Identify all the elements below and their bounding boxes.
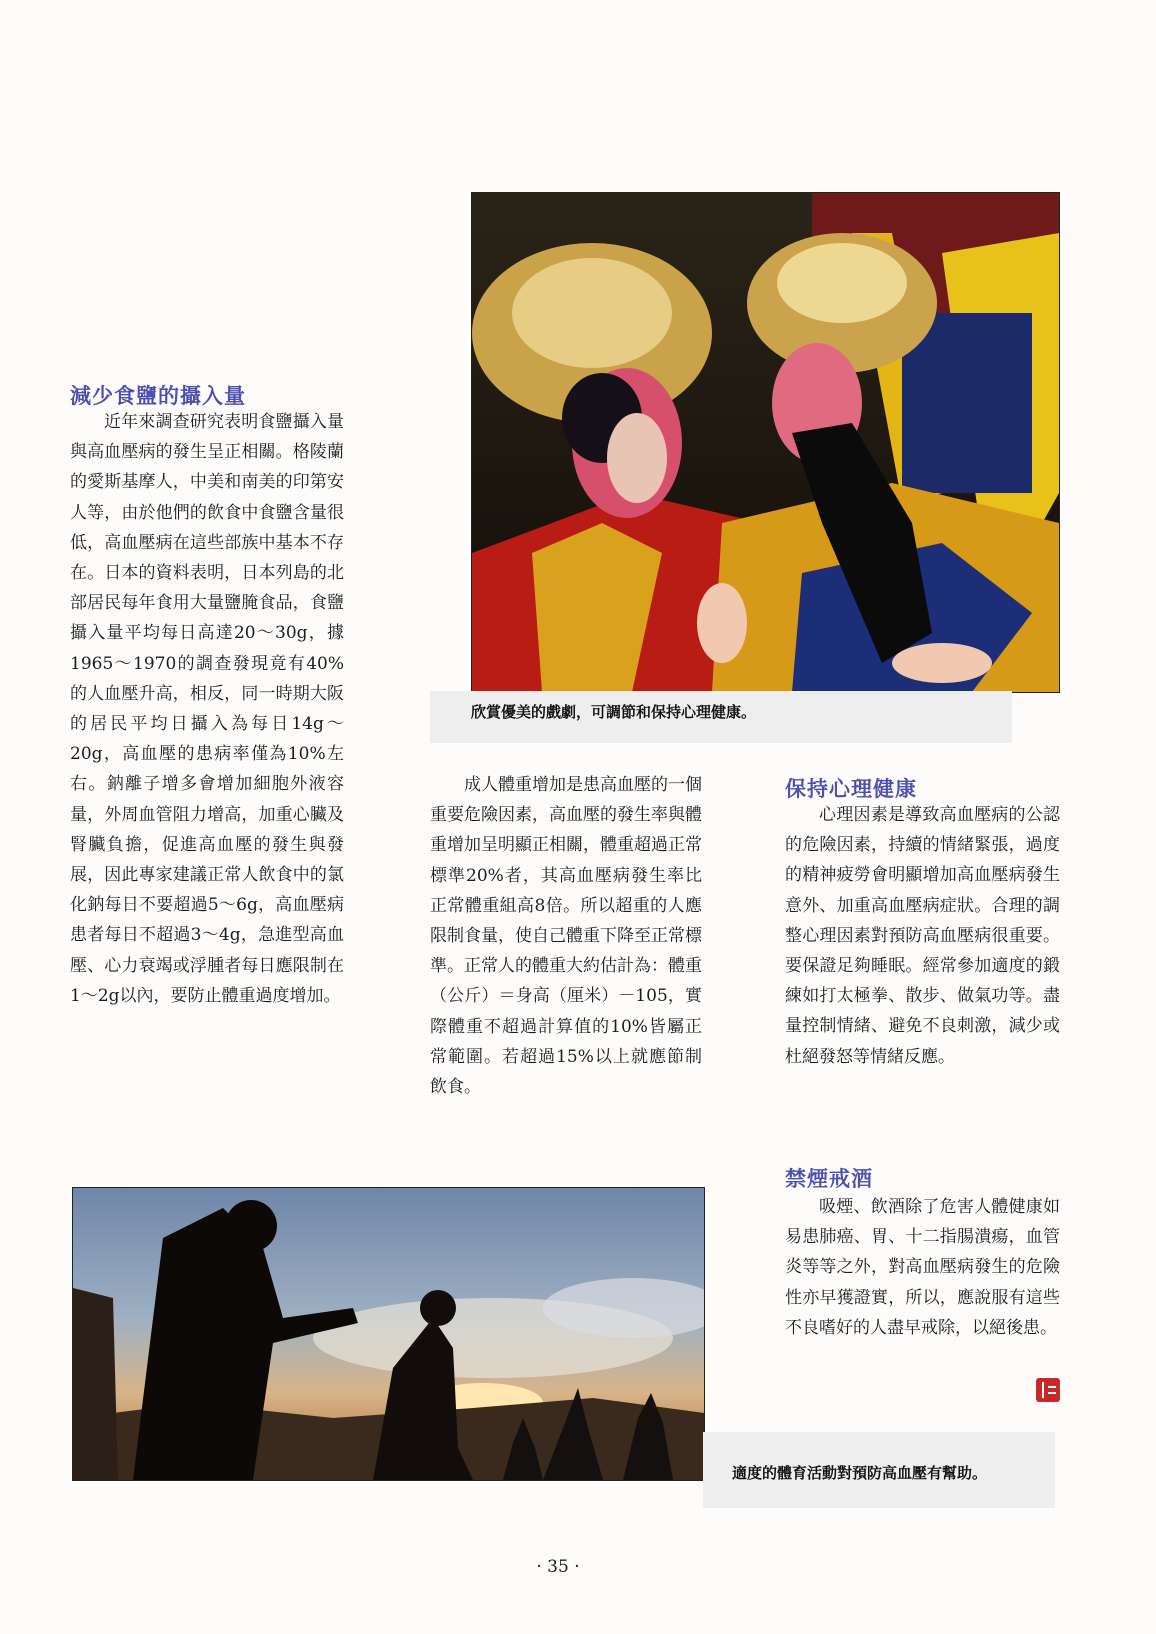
caption-opera: 欣賞優美的戲劇，可調節和保持心理健康。 xyxy=(471,703,757,721)
seal-stamp xyxy=(1036,1378,1060,1402)
page-number: · 35 · xyxy=(536,1557,580,1577)
exercise-illustration xyxy=(73,1188,704,1480)
paragraph-smoking: 吸煙、飲酒除了危害人體健康如易患肺癌、胃、十二指腸潰瘍，血管炎等等之外，對高血壓病發生的危險性亦早獲證實，所以，應說服有這些不良嗜好的人盡早戒除，以絕後患。 xyxy=(785,1197,1060,1338)
paragraph-salt: 近年來調查研究表明食鹽攝入量與高血壓病的發生呈正相關。格陵蘭的愛斯基摩人，中美和南美的印第安人等，由於他們的飲食中食鹽含量很低，高血壓病在這些部族中基本不存在。日本的資料表明，日本列島的北部居民每年食用大量鹽腌食品，食鹽攝入量平均每日高達20～30g，據1965～1970的調查發現竟有40%的人血壓升高，相反，同一時期大阪的居民平均日攝入為每日14g～20g，高血壓的患病率僅為10%左右。鈉離子增多會增加細胞外液容量，外周血管阻力增高，加重心臟及腎臟負擔，促進高血壓的發生與發展，因此專家建議正常人飲食中的氯化鈉每日不要超過5～6g，高血壓病患者每日不超過3～4g，急進型高血壓、心力衰竭或浮腫者每日應限制在1～2g以內，要防止體重過度增加。 xyxy=(70,412,344,1006)
photo-exercise xyxy=(72,1187,705,1481)
caption-exercise: 適度的體育活動對預防高血壓有幫助。 xyxy=(732,1464,988,1482)
paragraph-mental: 心理因素是導致高血壓病的公認的危險因素，持續的情緒緊張，過度的精神疲勞會明顯增加高血壓病發生意外、加重高血壓病症狀。合理的調整心理因素對預防高血壓病很重要。要保證足夠睡眠。經常參加適度的鍛練如打太極拳、散步、做氣功等。盡量控制情緒、避免不良刺激，減少或杜絕發怒等情緒反應。 xyxy=(785,805,1060,1067)
paragraph-weight: 成人體重增加是患高血壓的一個重要危險因素，高血壓的發生率與體重增加呈明顯正相關，體重超過正常標準20%者，其高血壓病發生率比正常體重組高8倍。所以超重的人應限制食量，使自己體重下降至正常標準。正常人的體重大約估計為：體重（公斤）＝身高（厘米）－105，實際體重不超過計算值的10%皆屬正常範圍。若超過15%以上就應節制飲食。 xyxy=(430,775,702,1098)
column-salt xyxy=(70,407,344,1011)
photo-opera xyxy=(471,192,1060,693)
column-smoking xyxy=(785,1192,1060,1343)
column-mental xyxy=(785,800,1060,1072)
opera-illustration xyxy=(472,193,1059,692)
heading-mental-health: 保持心理健康 xyxy=(785,777,917,801)
column-weight xyxy=(430,770,702,1102)
heading-reduce-salt: 減少食鹽的攝入量 xyxy=(70,384,246,408)
heading-no-smoking: 禁煙戒酒 xyxy=(785,1167,873,1191)
